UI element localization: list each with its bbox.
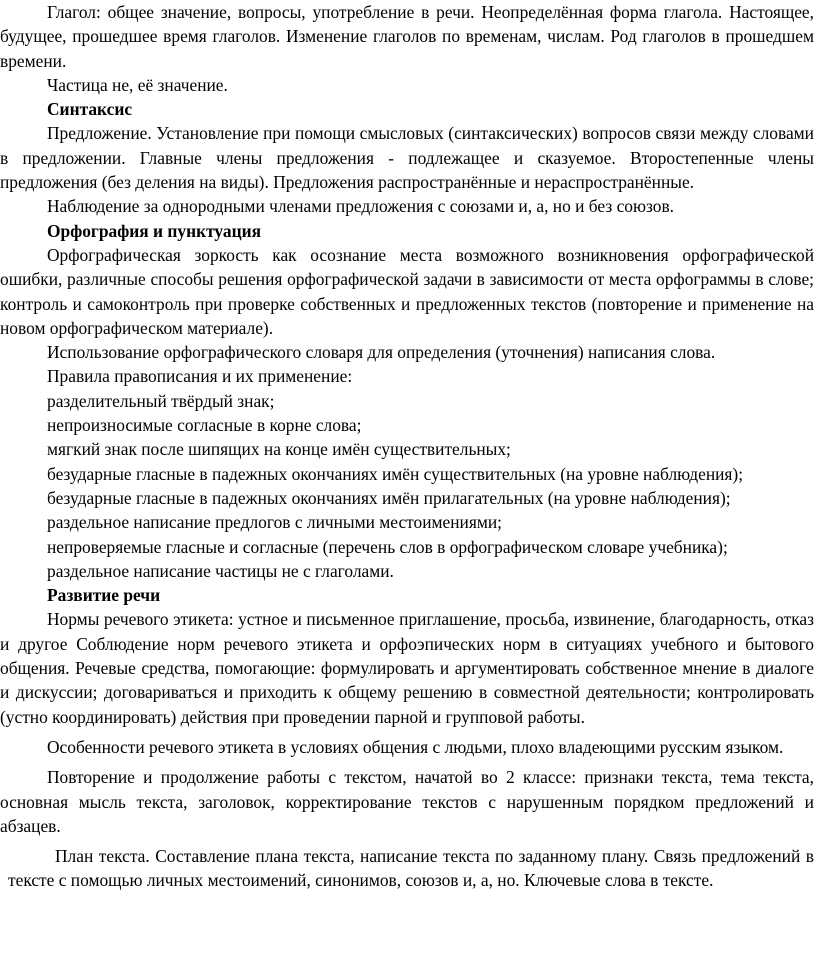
heading-speech: Развитие речи xyxy=(47,585,161,606)
list-item: безударные гласные в падежных окончаниях имён существительных (на уровне наблюдения); xyxy=(47,463,744,484)
paragraph-vigilance: Орфографическая зоркость как осознание места возможного возникновения орфографической ошибки, различные способы решения орфографической задачи в зависимости от места орфограммы в слове; контроль и самоконтроль при проверке собственных и предложенных текстов (повторение и применение на новом орфографическом материале). xyxy=(0,244,814,338)
paragraph-sentence: Предложение. Установление при помощи смысловых (синтаксических) вопросов связи между словами в предложении. Главные члены предложения - подлежащее и сказуемое. Второстепенные члены предложения (без деления на виды). Предложения распространённые и нераспространённые. xyxy=(0,123,814,193)
heading-syntax: Синтаксис xyxy=(47,99,133,120)
paragraph-text-plan: План текста. Составление плана текста, написание текста по заданному плану. Связь предложений в тексте с помощью личных местоимений, синонимов, союзов и, а, но. Ключевые слова в тексте. xyxy=(8,846,814,891)
paragraph-homogeneous: Наблюдение за однородными членами предложения с союзами и, а, но и без союзов. xyxy=(47,196,675,217)
paragraph-etiquette-foreign: Особенности речевого этикета в условиях общения с людьми, плохо владеющими русским языком. xyxy=(47,736,784,757)
list-item: раздельное написание частицы не с глаголами. xyxy=(47,560,394,581)
list-item: разделительный твёрдый знак; xyxy=(47,390,275,411)
paragraph-etiquette: Нормы речевого этикета: устное и письменное приглашение, просьба, извинение, благодарность, отказ и другое Соблюдение норм речевого этикета и орфоэпических норм в ситуациях учебного и бытового общения. Речевые средства, помогающие: формулировать и аргументировать собственное мнение в диалоге и дискуссии; договариваться и приходить к общему решению в совместной деятельности; контролировать (устно координировать) действия при проведении парной и групповой работы. xyxy=(0,609,814,727)
list-item: мягкий знак после шипящих на конце имён существительных; xyxy=(47,439,511,460)
list-item: безударные гласные в падежных окончаниях имён прилагательных (на уровне наблюдения); xyxy=(47,487,731,508)
list-item: непроизносимые согласные в корне слова; xyxy=(47,415,362,436)
paragraph-dictionary: Использование орфографического словаря для определения (уточнения) написания слова. xyxy=(47,342,716,363)
paragraph-verb: Глагол: общее значение, вопросы, употребление в речи. Неопределённая форма глагола. Настоящее, будущее, прошедшее время глаголов. Изменение глаголов по временам, числам. Род глаголов в прошедшем времени. xyxy=(0,2,814,71)
heading-orthography: Орфография и пунктуация xyxy=(47,220,262,241)
list-item: раздельное написание предлогов с личными местоимениями; xyxy=(47,512,503,533)
paragraph-text-work: Повторение и продолжение работы с текстом, начатой во 2 классе: признаки текста, тема текста, основная мысль текста, заголовок, корректирование текстов с нарушенным порядком предложений и абзацев. xyxy=(0,767,814,836)
paragraph-particle: Частица не, её значение. xyxy=(47,74,228,95)
paragraph-rules-intro: Правила правописания и их применение: xyxy=(47,366,353,387)
list-item: непроверяемые гласные и согласные (перечень слов в орфографическом словаре учебника); xyxy=(47,536,728,557)
